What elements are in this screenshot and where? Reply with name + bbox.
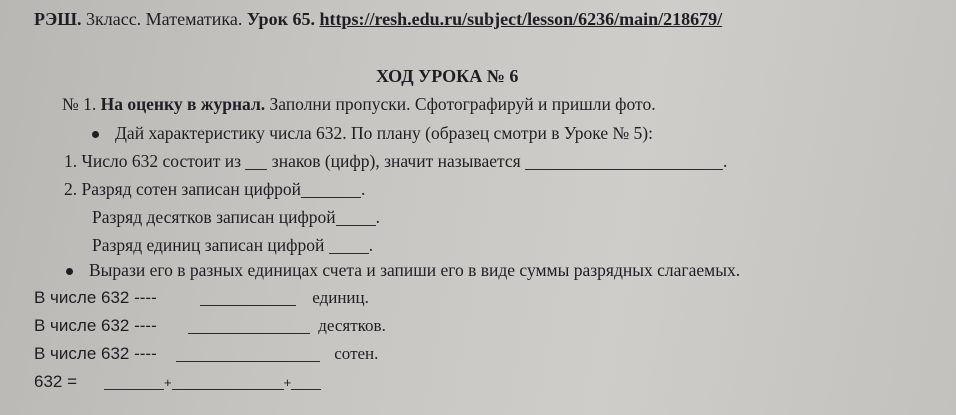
row-sum xyxy=(34,372,321,392)
question-1-text-b: знаков (цифр), значит называется xyxy=(267,151,526,171)
question-1-end: . xyxy=(723,151,728,171)
row-unit: сотен. xyxy=(334,344,379,363)
sum-blank-2[interactable] xyxy=(172,372,284,390)
question-2-text-a: 2. Разряд сотен записан цифрой xyxy=(64,179,302,199)
sum-blank-3[interactable] xyxy=(291,372,321,390)
row-unit: десятков. xyxy=(318,316,386,335)
row-tens xyxy=(34,316,386,336)
answer-blank-units[interactable] xyxy=(329,236,369,255)
sum-blank-1[interactable] xyxy=(104,372,164,390)
header-text: 3класс. Математика. xyxy=(81,9,247,29)
row-label: В числе 632 ---- xyxy=(34,344,157,363)
bullet-item-characteristic xyxy=(92,123,653,144)
question-2-text-b: Разряд десятков записан цифрой xyxy=(92,207,336,227)
answer-blank-hundreds[interactable] xyxy=(301,180,361,199)
bullet-icon xyxy=(66,268,73,275)
answer-blank-hundreds-count[interactable] xyxy=(176,344,320,362)
bullet-item-express xyxy=(66,260,740,281)
task-heading xyxy=(62,94,656,115)
row-label: В числе 632 ---- xyxy=(34,316,157,335)
bullet-text: Вырази его в разных единицах счета и запиши его в виде суммы разрядных слагаемых. xyxy=(89,260,741,280)
page-header xyxy=(34,9,722,30)
bullet-text: Дай характеристику числа 632. По плану (образец смотри в Уроке № 5): xyxy=(115,123,653,143)
header-source: РЭШ. xyxy=(34,9,82,29)
page-title: ХОД УРОКА № 6 xyxy=(376,66,519,86)
answer-blank-tens-count[interactable] xyxy=(188,316,310,334)
header-lesson: Урок 65. xyxy=(246,9,315,29)
task-number: № 1. xyxy=(62,94,97,114)
period: . xyxy=(368,235,374,255)
row-hundreds xyxy=(34,344,378,364)
answer-blank-tens[interactable] xyxy=(336,208,376,227)
sum-label: 632 = xyxy=(34,372,78,391)
question-1 xyxy=(64,151,727,172)
period: . xyxy=(361,179,366,199)
period: . xyxy=(375,207,381,227)
task-bold: На оценку в журнал. xyxy=(100,94,266,114)
row-unit: единиц. xyxy=(312,288,369,307)
answer-blank-digits[interactable] xyxy=(245,152,267,171)
row-units xyxy=(34,288,369,308)
bullet-icon xyxy=(92,131,99,138)
question-1-text-a: 1. Число 632 состоит из xyxy=(64,151,246,171)
lesson-link[interactable]: https://resh.edu.ru/subject/lesson/6236/main/218679/ xyxy=(319,9,723,29)
task-text: Заполни пропуски. Сфотографируй и пришли фото. xyxy=(265,94,656,114)
question-2-units xyxy=(92,235,373,256)
plus-sign: + xyxy=(164,375,172,390)
question-2-hundreds xyxy=(64,179,365,200)
question-2-tens xyxy=(92,207,380,228)
answer-blank-name[interactable] xyxy=(525,152,723,171)
answer-blank-units-count[interactable] xyxy=(200,288,296,306)
row-label: В числе 632 ---- xyxy=(34,288,157,307)
plus-sign: + xyxy=(283,375,292,390)
question-2-text-c: Разряд единиц записан цифрой xyxy=(92,235,329,255)
